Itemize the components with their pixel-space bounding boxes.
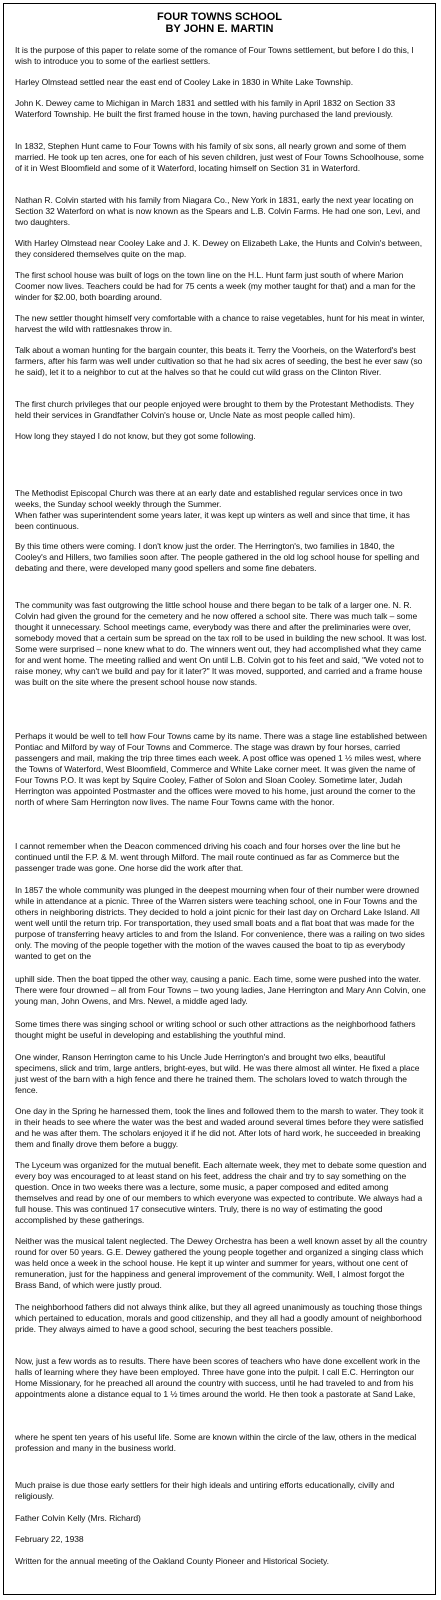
paragraph-uphill: uphill side. Then the boat tipped the other way, causing a panic. Each time, some were pushed into the water. There were four drowned – all from Four Towns – two young ladies, Jane Herrington and Mary Ann Colvin, one young man, John Owens, and Mrs. Newel, a middle aged lady.: [15, 974, 426, 1006]
paragraph-dewey: John K. Dewey came to Michigan in March 1831 and settled with his family in April 1832 on Section 33 Waterford Township. He built the first framed house in the town, having purchased the land previously.: [15, 98, 396, 119]
document-author: BY JOHN E. MARTIN: [165, 23, 274, 35]
paragraph-lyceum: The Lyceum was organized for the mutual benefit. Each alternate week, they met to debate some question and every boy was encouraged to at least stand on his feet, address the chair and try to say something on the question. Once in two weeks there was a lecture, some music, a paper composed and edited among themselves and read by one of our members to which everyone was expected to contribute. We always had a full house. This was continued 17 consecutive winters. Truly, there is no way of estimating the good accomplished by these gatherings.: [15, 1160, 427, 1225]
paragraph-others: By this time others were coming. I don't know just the order. The Herrington's, two families in 1840, the Cooley's and Hillers, two families soon after. The people gathered in the old log school house for spelling and debating and there, were developed many good spellers and some fine debaters.: [15, 541, 420, 573]
paragraph-intro: It is the purpose of this paper to relate some of the romance of Four Towns settlement, but before I do this, I wish to introduce you to some of the earliest settlers.: [15, 45, 414, 66]
signature-name: Father Colvin Kelly (Mrs. Richard): [15, 1513, 141, 1523]
document-title: FOUR TOWNS SCHOOL: [156, 11, 283, 23]
paragraph-elks: One winder, Ranson Herrington came to his Uncle Jude Herrington's and brought two elks, beautiful specimens, slick and trim, large antlers, bright-eyes, but wild. He was there almost all winter. He fixed a place just west of the barn with a high fence and there he trained them. The scholars loved to watch through the fence.: [15, 1052, 420, 1095]
paragraph-following: How long they stayed I do not know, but they got some following.: [15, 431, 256, 441]
paragraph-fathers: The neighborhood fathers did not always think alike, but they all agreed unanimously as touching those things which pertained to education, morals and good citizenship, and they all had a goodly amount of neighborhood pride. They always aimed to have a good school, securing the best teachers possible.: [15, 1302, 423, 1334]
paragraph-settler: The new settler thought himself very comfortable with a chance to raise vegetables, hunt for his meat in winter, harvest the wild with rattlesnakes throw in.: [15, 313, 425, 334]
document-date: February 22, 1938: [15, 1534, 84, 1544]
paragraph-first-school: The first school house was built of logs on the town line on the H.L. Hunt farm just south of where Marion Coomer now lives. Teachers could be had for 75 cents a week (my mother taught for that) and a man for the winder for $2.00, both boarding around.: [15, 270, 416, 302]
paragraph-church: The first church privileges that our people enjoyed were brought to them by the Protestant Methodists. They held their services in Grandfather Colvin's house or, Uncle Nate as most people called him).: [15, 399, 414, 420]
document-footnote: Written for the annual meeting of the Oakland County Pioneer and Historical Society.: [15, 1556, 329, 1566]
document-page: [3, 3, 436, 1595]
paragraph-methodist: The Methodist Episcopal Church was there at an early date and established regular services once in two weeks, the Sunday school weekly through the Summer. When father was superintendent some years later, it was kept up winters as well and since that time, it has been continuous.: [15, 488, 410, 531]
paragraph-spring: One day in the Spring he harnessed them, took the lines and followed them to the marsh to water. They took it in their heads to see where the water was the best and waded around several times before they were satisfied and he was after them. The scholars enjoyed it if he did not. After lots of hard work, he succeeded in breaking them and finally drove them before a buggy.: [15, 1106, 424, 1149]
paragraph-community: The community was fast outgrowing the little school house and there began to be talk of a larger one. N. R. Colvin had given the ground for the cemetery and he now offered a school site. There was much talk – some thought it unnecessary. School meetings came, everybody was there and after the preliminaries were over, somebody moved that a certain sum be spread on the tax roll to be used in building the new school. It was lost. Some were surprised – none knew what to do. The winners went out, they had accomplished what they came for and went home. The meeting rallied and went On until L.B. Colvin got to his feet and said, "We voted not to raise money, why can't we build and pay for it later?" It was moved, supported, and carried and a frame house was built on the site where the present school house now stands.: [15, 600, 427, 687]
paragraph-musical: Neither was the musical talent neglected. The Dewey Orchestra has been a well known asset by all the country round for over 50 years. G.E. Dewey gathered the young people together and organized a singing class which was held once a week in the school house. He kept it up winter and summer for years, without one cent of remuneration, just for the happiness and general improvement of the community. Well, I almost forgot the Brass Band, of which were justly proud.: [15, 1236, 428, 1290]
paragraph-hunt: In 1832, Stephen Hunt came to Four Towns with his family of six sons, all nearly grown and some of them married. He took up ten acres, one for each of his seven children, just west of Four Towns Schoolhouse, some of it in West Bloomfield and some of it Waterford, locating himself on Section 31 in Waterford.: [15, 141, 424, 173]
paragraph-singing: Some times there was singing school or writing school or such other attractions as the neighborhood fathers thought might be useful in developing and establishing the youthful mind.: [15, 1019, 416, 1040]
paragraph-drowning: In 1857 the whole community was plunged in the deepest mourning when four of their number were drowned while in attendance at a picnic. Three of the Warren sisters were teaching school, one in Four Towns and the others in neighboring districts. They decided to hold a joint picnic for their last day on Orchard Lake Island. All went well until the return trip. For transportation, they used small boats and a flat boat that was made for the purpose of transferring heavy articles to and from the Island. For convenience, there was a railing on two sides only. The moving of the people together with the motion of the waves caused the boat to tip as everybody wanted to get on the: [15, 885, 425, 961]
paragraph-olmstead: Harley Olmstead settled near the east end of Cooley Lake in 1830 in White Lake Township.: [15, 77, 354, 87]
paragraph-praise: Much praise is due those early settlers for their high ideals and untiring efforts educationally, civilly and religiously.: [15, 1480, 395, 1501]
paragraph-results: Now, just a few words as to results. There have been scores of teachers who have done excellent work in the halls of learning where they have been employed. Three have gone into the pulpit. I call E.C. Herrington our Home Missionary, for he preached all around the country with success, until he had traveled to and from his appointments alone a distance equal to 1 ½ times around the world. He then took a pastorate at Sand Lake,: [15, 1356, 421, 1399]
paragraph-colvin: Nathan R. Colvin started with his family from Niagara Co., New York in 1831, early the next year locating on Section 32 Waterford on what is now known as the Spears and L.B. Colvin Farms. He had one son, Levi, and two daughters.: [15, 195, 421, 227]
paragraph-name: Perhaps it would be well to tell how Four Towns came by its name. There was a stage line established between Pontiac and Milford by way of Four Towns and Commerce. The stage was drawn by four horses, carried passengers and mail, making the trip three times each week. A post office was opened 1 ½ miles west, where the Towns of Waterford, West Bloomfield, Commerce and White Lake corner meet. It was given the name of Four Towns P.O. It was kept by Squire Cooley, Father of Solon and Sloan Cooley. Sometime later, Judah Herrington was appointed Postmaster and the offices were moved to his home, just around the corner to the north of where Sam Herrington now lives. The name Four Towns came with the honor.: [15, 731, 427, 807]
paragraph-map: With Harley Olmstead near Cooley Lake and J. K. Dewey on Elizabeth Lake, the Hunts and Colvin's between, they considered themselves quite on the map.: [15, 238, 423, 259]
paragraph-ten-years: where he spent ten years of his useful life. Some are known within the circle of the law, others in the medical profession and many in the business world.: [15, 1432, 417, 1453]
paragraph-deacon: I cannot remember when the Deacon commenced driving his coach and four horses over the line but he continued until the F.P. & M. went through Milford. The mail route continued as far as Commerce but the passenger trade was gone. One horse did the work after that.: [15, 841, 401, 873]
paragraph-bargain: Talk about a woman hunting for the bargain counter, this beats it. Terry the Voorheis, on the Waterford's best farmers, after his farm was well under cultivation so that he had six acres of seeding, the best he ever saw (so he said), let it to a neighbor to cut at the halves so that he could cut wild grass on the Clinton River.: [15, 345, 423, 377]
